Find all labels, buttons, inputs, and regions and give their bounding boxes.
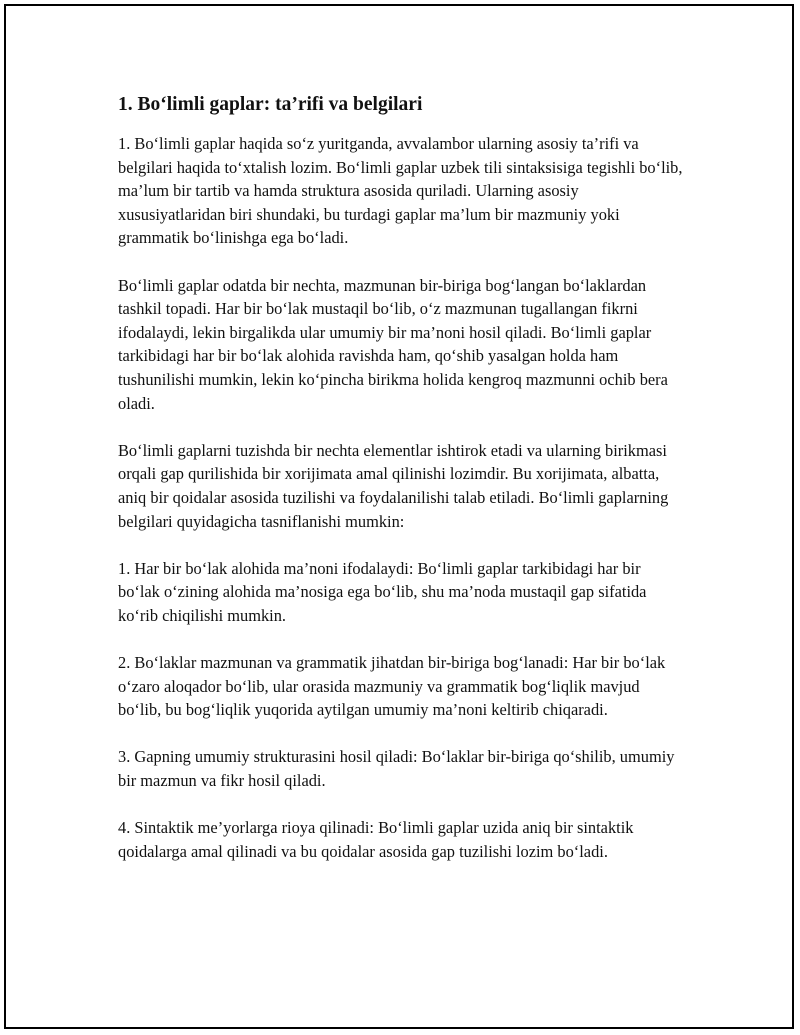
list-item-3: 3. Gapning umumiy strukturasini hosil qiladi: Bo‘laklar bir-biriga qo‘shilib, umumiy bir mazmun va fikr hosil qiladi.	[118, 747, 675, 791]
list-item-1: 1. Har bir bo‘lak alohida ma’noni ifodalaydi: Bo‘limli gaplar tarkibidagi har bir bo‘lak o‘zining alohida ma’nosiga ega bo‘lib, shu ma’noda mustaqil gap sifatida ko‘rib chiqilishi mumkin.	[118, 558, 647, 625]
list-item-4: 4. Sintaktik me’yorlarga rioya qilinadi: Bo‘limli gaplar uzida aniq bir sintaktik qoidalarga amal qilinadi va bu qoidalar asosida gap tuzilishi lozim bo‘ladi.	[118, 818, 634, 861]
paragraph-intro: 1. Bo‘limli gaplar haqida so‘z yuritganda, avvalambor ularning asosiy ta’rifi va belgilari haqida to‘xtalish lozim. Bo‘limli gaplar uzbek tili sintaksisiga tegishli bo‘lib, ma’lum bir tartib va hamda struktura asosida quriladi. Ularning asosiy xususiyatlaridan biri shundaki, bu turdagi gaplar ma’lum bir mazmuniy yoki grammatik bo‘linishga ega bo‘ladi.	[118, 134, 683, 248]
document-body	[118, 92, 686, 887]
list-item-2: 2. Bo‘laklar mazmunan va grammatik jihatdan bir-biriga bog‘lanadi: Har bir bo‘lak o‘zaro aloqador bo‘lib, ular orasida mazmuniy va grammatik bog‘liqlik mavjud bo‘lib, bu bog‘liqlik yuqorida aytilgan umumiy ma’noni keltirib chiqaradi.	[118, 653, 666, 720]
paragraph-structure: Bo‘limli gaplar odatda bir nechta, mazmunan bir-biriga bog‘langan bo‘laklardan tashkil topadi. Har bir bo‘lak mustaqil bo‘lib, o‘z mazmunan tugallangan fikrni ifodalaydi, lekin birgalikda ular umumiy bir ma’noni hosil qiladi. Bo‘limli gaplar tarkibidagi har bir bo‘lak alohida ravishda ham, qo‘shib yasalgan holda ham tushunilishi mumkin, lekin ko‘pincha birikma holida kengroq mazmunni ochib bera oladi.	[118, 275, 668, 413]
section-heading: 1. Bo‘limli gaplar: ta’rifi va belgilari	[118, 94, 423, 115]
paragraph-elements: Bo‘limli gaplarni tuzishda bir nechta elementlar ishtirok etadi va ularning birikmasi orqali gap qurilishida bir xorijimata amal qilinishi lozimdir. Bu xorijimata, albatta, aniq bir qoidalar asosida tuzilishi va foydalanilishi talab etiladi. Bo‘limli gaplarning belgilari quyidagicha tasniflanishi mumkin:	[118, 440, 669, 531]
